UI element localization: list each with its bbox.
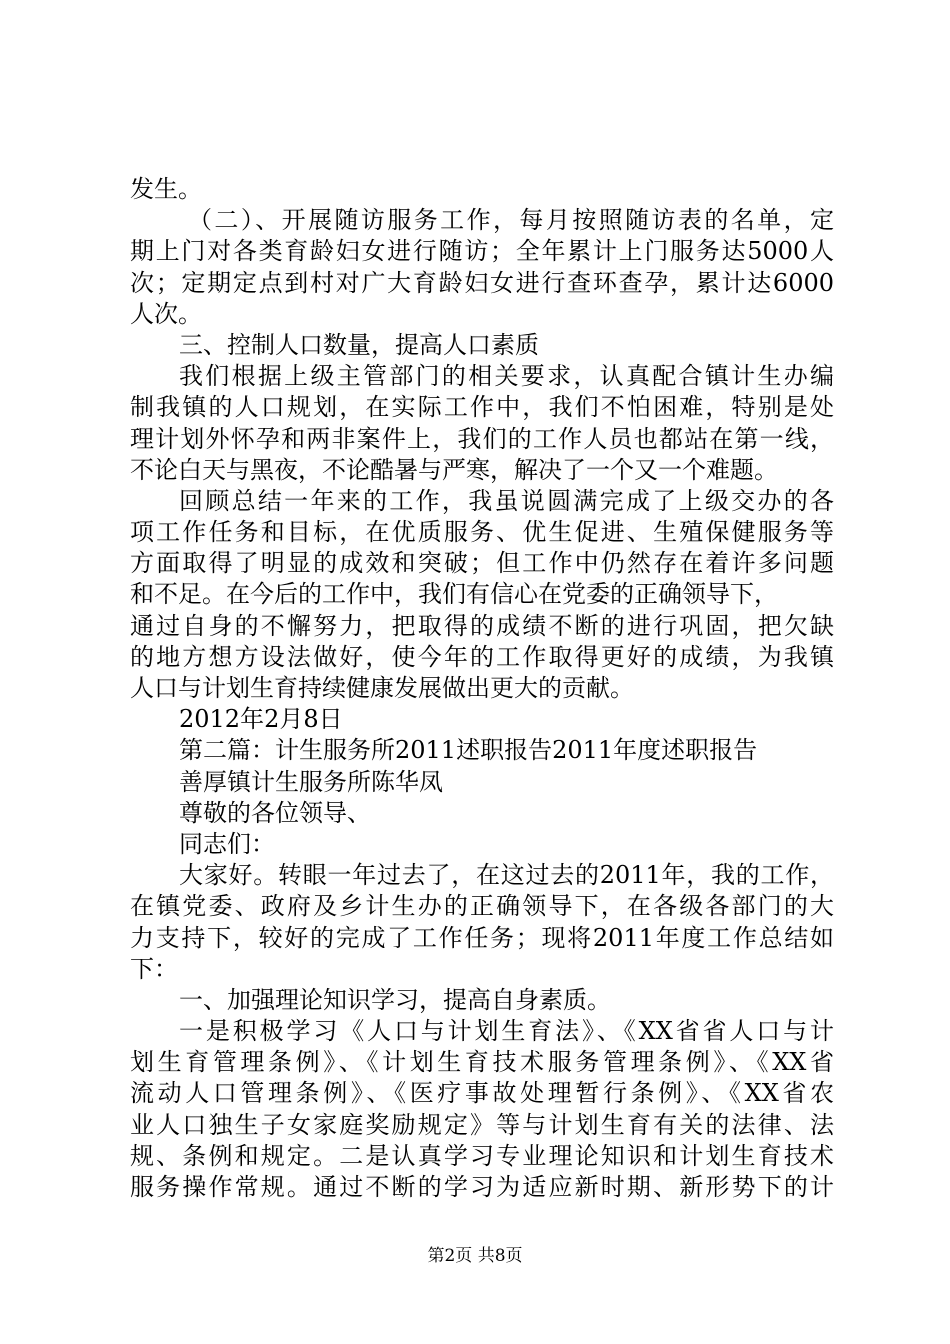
salutation-line: 同志们： — [179, 829, 275, 858]
text-line: 制我镇的人口规划，在实际工作中，我们不怕困难，特别是处 — [130, 393, 834, 422]
text-line: 一是积极学习《人口与计划生育法》、《XX省省人口与计 — [179, 1017, 834, 1046]
text-line: 项工作任务和目标，在优质服务、优生促进、生殖保健服务等 — [130, 518, 834, 547]
text-line: 的地方想方设法做好，使今年的工作取得更好的成绩，为我镇 — [130, 642, 834, 671]
text-line: 理计划外怀孕和两非案件上，我们的工作人员也都站在第一线， — [130, 424, 834, 453]
text-line: 业人口独生子女家庭奖励规定》等与计划生育有关的法律、法 — [130, 1110, 834, 1139]
text-line: 规、条例和规定。二是认真学习专业理论知识和计划生育技术 — [130, 1141, 834, 1170]
author-line: 善厚镇计生服务所陈华凤 — [179, 767, 443, 796]
text-line: 人次。 — [130, 299, 202, 328]
text-line: 次；定期定点到村对广大育龄妇女进行查环查孕，累计达6000 — [130, 268, 834, 297]
text-line: 和不足。在今后的工作中，我们有信心在党委的正确领导下， — [130, 580, 778, 609]
text-line: 大家好。转眼一年过去了，在这过去的2011年，我的工作， — [179, 861, 834, 890]
page-number-footer: 第2页 共8页 — [427, 1246, 523, 1266]
text-line: 发生。 — [130, 175, 202, 203]
text-line: 我们根据上级主管部门的相关要求，认真配合镇计生办编 — [179, 362, 834, 391]
section-heading: 三、控制人口数量，提高人口素质 — [179, 330, 539, 359]
text-line: 人口与计划生育持续健康发展做出更大的贡献。 — [130, 674, 634, 702]
text-line: 划生育管理条例》、《计划生育技术服务管理条例》、《XX省 — [130, 1048, 834, 1077]
text-line: 在镇党委、政府及乡计生办的正确领导下，在各级各部门的大 — [130, 892, 834, 921]
text-line: （二）、开展随访服务工作，每月按照随访表的名单，定 — [188, 206, 834, 235]
text-line: 流动人口管理条例》、《医疗事故处理暂行条例》、《XX省农 — [130, 1079, 834, 1108]
text-line: 下： — [130, 954, 178, 983]
text-line: 通过自身的不懈努力，把取得的成绩不断的进行巩固，把欠缺 — [130, 611, 834, 640]
text-line: 方面取得了明显的成效和突破；但工作中仍然存在着许多问题 — [130, 549, 834, 578]
document-body — [130, 174, 834, 1203]
text-line: 力支持下，较好的完成了工作任务；现将2011年度工作总结如 — [130, 923, 834, 952]
text-line: 期上门对各类育龄妇女进行随访；全年累计上门服务达5000人 — [130, 237, 834, 266]
text-line: 回顾总结一年来的工作，我虽说圆满完成了上级交办的各 — [179, 486, 834, 515]
date-line: 2012年2月8日 — [179, 705, 343, 734]
text-line: 不论白天与黑夜，不论酷暑与严寒，解决了一个又一个难题。 — [130, 455, 778, 484]
chapter-title: 第二篇：计生服务所2011述职报告2011年度述职报告 — [179, 736, 758, 765]
salutation-line: 尊敬的各位领导、 — [179, 798, 371, 827]
text-line: 服务操作常规。通过不断的学习为适应新时期、新形势下的计 — [130, 1173, 834, 1201]
section-heading: 一、加强理论知识学习，提高自身素质。 — [179, 985, 611, 1014]
